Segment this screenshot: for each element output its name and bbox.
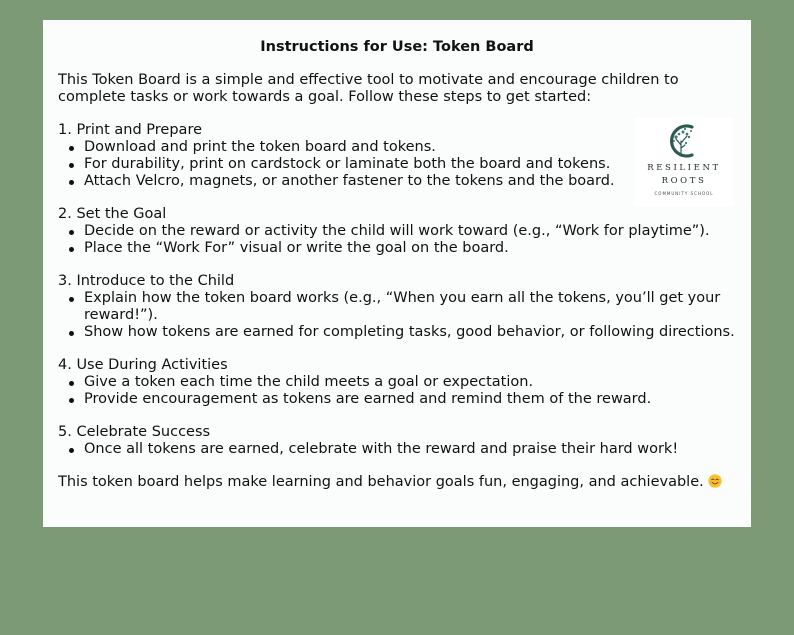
resilient-roots-logo	[634, 117, 734, 207]
logo-text-roots: ROOTS	[661, 176, 707, 186]
intro-paragraph: This Token Board is a simple and effective tool to motivate and encourage children to complete tasks or work towards a goal. Follow these steps to get started:	[58, 72, 679, 105]
list-item: Place the “Work For” visual or write the goal on the board.	[84, 240, 738, 257]
list-item: Show how tokens are earned for completing tasks, good behavior, or following directions.	[84, 324, 738, 341]
section-heading: 4. Use During Activities	[58, 357, 228, 373]
section-heading: 5. Celebrate Success	[58, 424, 211, 440]
list-item: Explain how the token board works (e.g., “When you earn all the tokens, you’ll get your reward!”).	[84, 290, 738, 324]
page-title: Instructions for Use: Token Board	[260, 39, 534, 55]
instruction-card	[43, 20, 751, 527]
section-heading: 1. Print and Prepare	[58, 122, 203, 138]
list-item: Give a token each time the child meets a goal or expectation.	[84, 374, 738, 391]
smiling-face-emoji-icon	[708, 474, 722, 488]
list-item: Download and print the token board and tokens.	[84, 139, 738, 156]
list-item: Once all tokens are earned, celebrate with the reward and praise their hard work!	[84, 441, 738, 458]
list-item: Attach Velcro, magnets, or another fastener to the tokens and the board.	[84, 173, 738, 190]
list-item: For durability, print on cardstock or laminate both the board and tokens.	[84, 156, 738, 173]
closing-paragraph	[58, 474, 738, 491]
list-item: Decide on the reward or activity the child will work toward (e.g., “Work for playtime”).	[84, 223, 738, 240]
closing-text: This token board helps make learning and behavior goals fun, engaging, and achievable.	[58, 474, 704, 490]
section-heading: 3. Introduce to the Child	[58, 273, 235, 289]
section-heading: 2. Set the Goal	[58, 206, 167, 222]
section-celebrate-success	[58, 424, 738, 458]
list-item: Provide encouragement as tokens are earned and remind them of the reward.	[84, 391, 738, 408]
logo-text-resilient: RESILIENT	[647, 163, 721, 173]
tree-c-logo-icon	[662, 119, 706, 163]
section-introduce-child	[58, 273, 738, 341]
logo-text-community-school: COMMUNITY SCHOOL	[654, 191, 714, 196]
section-set-goal	[58, 206, 738, 257]
section-use-during-activities	[58, 357, 738, 408]
